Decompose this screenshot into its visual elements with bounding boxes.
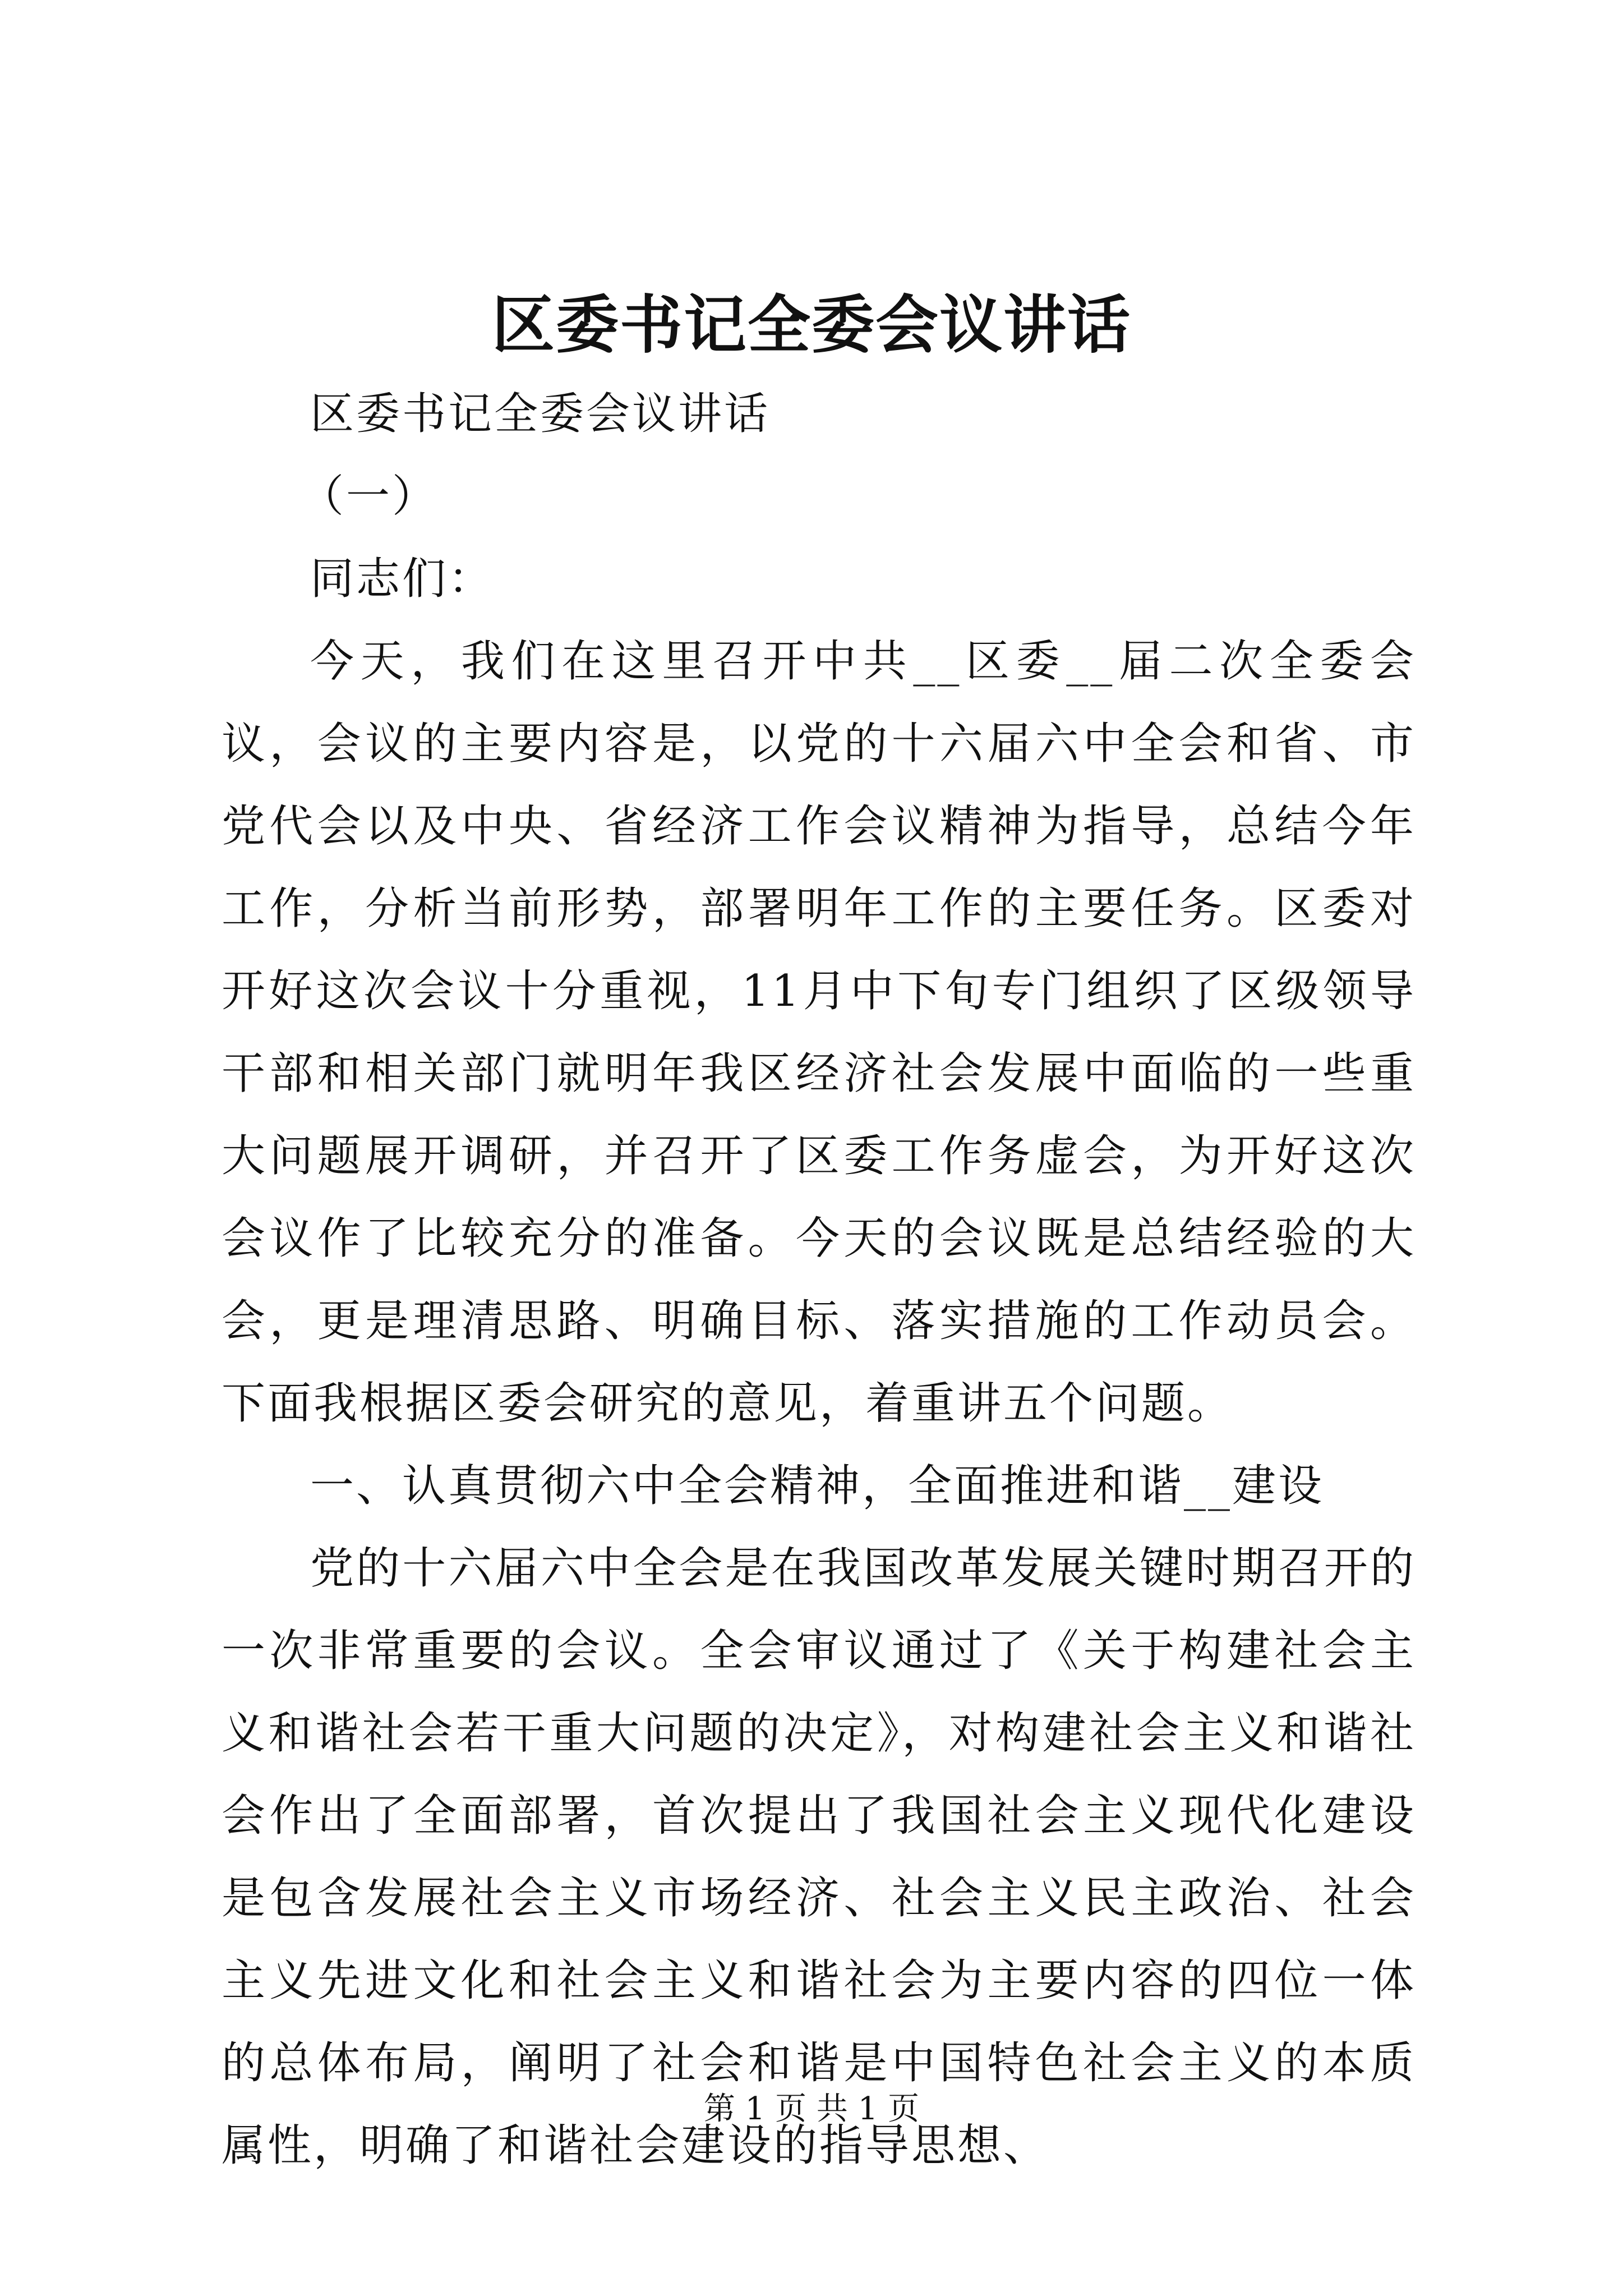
body-paragraph: 党的十六届六中全会是在我国改革发展关键时期召开的一次非常重要的会议。全会审议通过了《关于构建社会主义和谐社会若干重大问题的决定》，对构建社会主义和谐社会作出了全面部署，首次提出了我国社会主义现代化建设是包含发展社会主义市场经济、社会主义民主政治、社会主义先进文化和社会主义和谐社会为主要内容的四位一体的总体布局，阐明了社会和谐是中国特色社会主义的本质属性，明确了和谐社会建设的指导思想、 <box>222 1543 1416 2171</box>
subtitle-paragraph: 区委书记全委会议讲话 <box>310 389 771 439</box>
document-body <box>222 373 1416 2187</box>
salutation-paragraph: 同志们： <box>310 554 495 604</box>
page-footer <box>0 2087 1623 2132</box>
body-paragraph: 今天，我们在这里召开中共__区委__届二次全委会议，会议的主要内容是，以党的十六届六中全会和省、市党代会以及中央、省经济工作会议精神为指导，总结今年工作，分析当前形势，部署明年工作的主要任务。区委对开好这次会议十分重视，11月中下旬专门组织了区级领导干部和相关部门就明年我区经济社会发展中面临的一些重大问题展开调研，并召开了区委工作务虚会，为开好这次会议作了比较充分的准备。今天的会议既是总结经验的大会，更是理清思路、明确目标、落实措施的工作动员会。下面我根据区委会研究的意见，着重讲五个问题。 <box>222 636 1416 1429</box>
section-heading-paragraph: 一、认真贯彻六中全会精神，全面推进和谐__建设 <box>310 1461 1325 1511</box>
page-number-label: 第 1 页 共 1 页 <box>703 2091 920 2127</box>
document-title: 区委书记全委会议讲话 <box>492 288 1131 362</box>
section-number-paragraph: （一） <box>300 471 439 522</box>
